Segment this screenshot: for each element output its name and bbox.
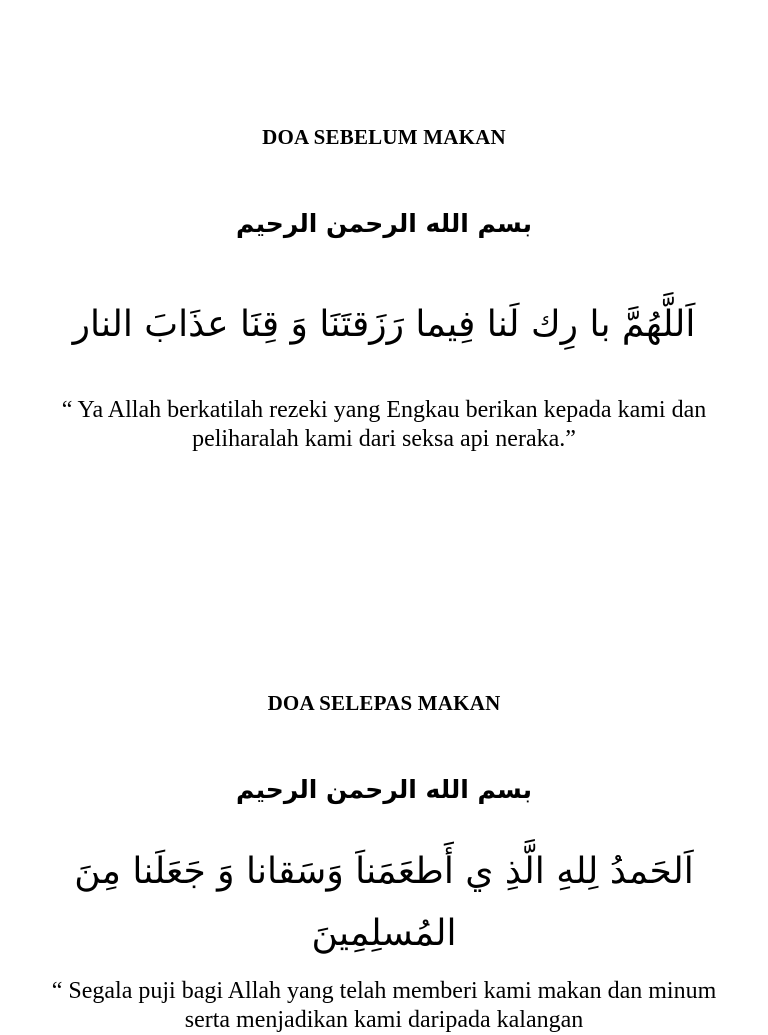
arabic-prayer: اَلحَمدُ لِلهِ الَّذِ ي أَطعَمَناَ وَسَقانا وَ جَعَلَنا مِنَ المُسلِمِينَ: [74, 851, 694, 954]
prayer-translation: “ Ya Allah berkatilah rezeki yang Engkau berikan kepada kami dan peliharalah kami dari seksa api neraka.”: [61, 397, 707, 452]
arabic-prayer: اَللَّهُمَّ با رِك لَنا فِيما رَزَقتَنَا وَ قِنَا عذَابَ النار: [72, 304, 696, 345]
bismillah-text: بسم الله الرحمن الرحيم: [236, 775, 532, 804]
section-title: DOA SEBELUM MAKAN: [262, 125, 506, 149]
prayer-translation: “ Segala puji bagi Allah yang telah memberi kami makan dan minum serta menjadikan kami daripada kalangan: [51, 978, 717, 1033]
section-title: DOA SELEPAS MAKAN: [267, 691, 501, 715]
bismillah-text: بسم الله الرحمن الرحيم: [236, 209, 532, 238]
